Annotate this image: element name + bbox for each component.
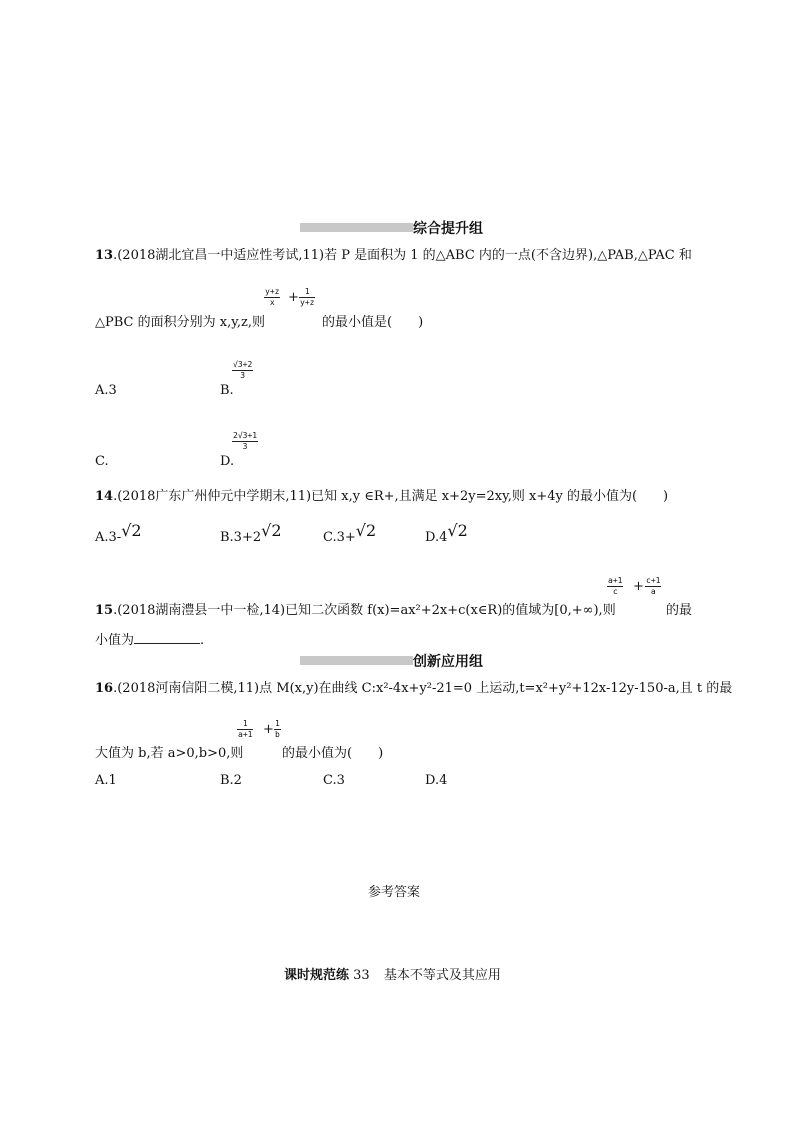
q16-choice-c: C.3 [323,773,345,788]
lesson-title-label: 课时规范练 [284,968,350,983]
q14-choice-a [95,521,142,545]
q14-choice-d [425,521,468,545]
q13-choice-c: C. [95,454,109,469]
question-15-line2 [95,629,204,648]
section-title-innovation: 创新应用组 [413,654,483,670]
q13-choice-d-numerator: 2√3+1 [233,431,258,440]
q13-plus-sign: + [288,290,299,305]
q15-frac2-denominator: a [650,587,656,596]
q14-choice-c-label: C.3+ [323,530,356,545]
q16-choice-a: A.1 [95,773,117,788]
q13-fraction-2 [299,287,315,308]
q13-choice-b-denominator: 3 [240,371,246,380]
q13-choice-d-denominator: 3 [242,442,248,451]
q13-choice-d-fraction [232,431,258,452]
q13-choice-b-numerator: √3+2 [233,360,253,369]
q14-choice-d-sqrt: √2 [447,521,468,540]
q13-fraction-1 [264,287,280,308]
q13-choice-b-fraction [232,360,253,381]
q16-frac2-denominator: b [275,730,280,739]
question-16-line2-pre: 大值为 b,若 a>0,b>0,则 [95,746,244,761]
q13-frac1-denominator: x [269,298,275,307]
q16-plus-sign: + [263,722,274,737]
q16-fraction-2 [274,719,281,740]
question-13-line2-post: 的最小值是( ) [322,315,424,330]
answers-heading: 参考答案 [368,885,421,900]
lesson-number: 33 [353,968,370,983]
question-13-line2-pre: △PBC 的面积分别为 x,y,z,则 [95,315,265,330]
question-15-line1 [95,599,616,618]
question-15-line2-end: . [200,633,205,648]
q16-choice-b: B.2 [220,773,242,788]
q13-frac1-numerator: y+z [265,287,280,296]
q16-frac1-numerator: 1 [237,719,253,730]
q14-choice-c [323,521,377,545]
q15-plus-sign: + [633,579,644,594]
question-14-line1 [95,485,668,504]
q15-fraction-2 [645,576,661,597]
q16-fraction-1 [237,719,253,740]
question-15-number: 15 [95,603,114,618]
q13-frac2-denominator: y+z [300,298,315,307]
question-15-line2-text: 小值为 [95,633,135,648]
q14-choice-b [220,521,282,545]
section-title-comprehensive: 综合提升组 [413,221,483,237]
q15-frac2-numerator: c+1 [646,576,661,585]
question-15-line1-post: 的最 [666,603,693,618]
q13-choice-a: A.3 [95,383,117,398]
question-16-line2-post: 的最小值为( ) [282,746,384,761]
section-bar-1 [300,223,413,232]
lesson-title [284,964,501,983]
question-16-number: 16 [95,681,114,696]
q14-choice-a-label: A.3- [95,530,122,545]
question-13-line1 [95,244,692,263]
q16-choice-d: D.4 [425,773,448,788]
lesson-subtitle: 基本不等式及其应用 [383,968,501,983]
q15-frac1-numerator: a+1 [608,576,623,585]
q15-frac1-denominator: c [612,587,618,596]
q14-choice-c-sqrt: √2 [355,521,377,540]
question-14-number: 14 [95,489,114,504]
section-bar-2 [300,656,413,665]
question-13-stem: .(2018湖北宜昌一中适应性考试,11)若 P 是面积为 1 的△ABC 内的一点(不含边界),△PAB,△PAC 和 [113,248,692,263]
q13-choice-d: D. [220,454,235,469]
q14-choice-b-sqrt: √2 [261,521,282,540]
q16-frac2-numerator: 1 [275,719,280,728]
q13-frac2-numerator: 1 [299,287,315,298]
question-15-stem: .(2018湖南澧县一中一检,14)已知二次函数 f(x)=ax²+2x+c(x∈R)的值域为[0,+∞),则 [113,603,616,618]
question-13-number: 13 [95,248,114,263]
q15-answer-blank[interactable] [134,631,200,644]
question-16-stem: .(2018河南信阳二模,11)点 M(x,y)在曲线 C:x²-4x+y²-21=0 上运动,t=x²+y²+12x-12y-150-a,且 t 的最 [113,681,733,696]
q16-frac1-denominator: a+1 [238,730,253,739]
q14-choice-a-sqrt: √2 [121,521,142,540]
q15-fraction-1 [607,576,623,597]
q14-choice-d-label: D.4 [425,530,448,545]
q13-choice-b: B. [220,383,234,398]
question-14-stem: .(2018广东广州仲元中学期末,11)已知 x,y ∈R+,且满足 x+2y=2xy,则 x+4y 的最小值为( ) [113,489,669,504]
question-16-line1 [95,677,732,696]
q14-choice-b-label: B.3+2 [220,530,262,545]
